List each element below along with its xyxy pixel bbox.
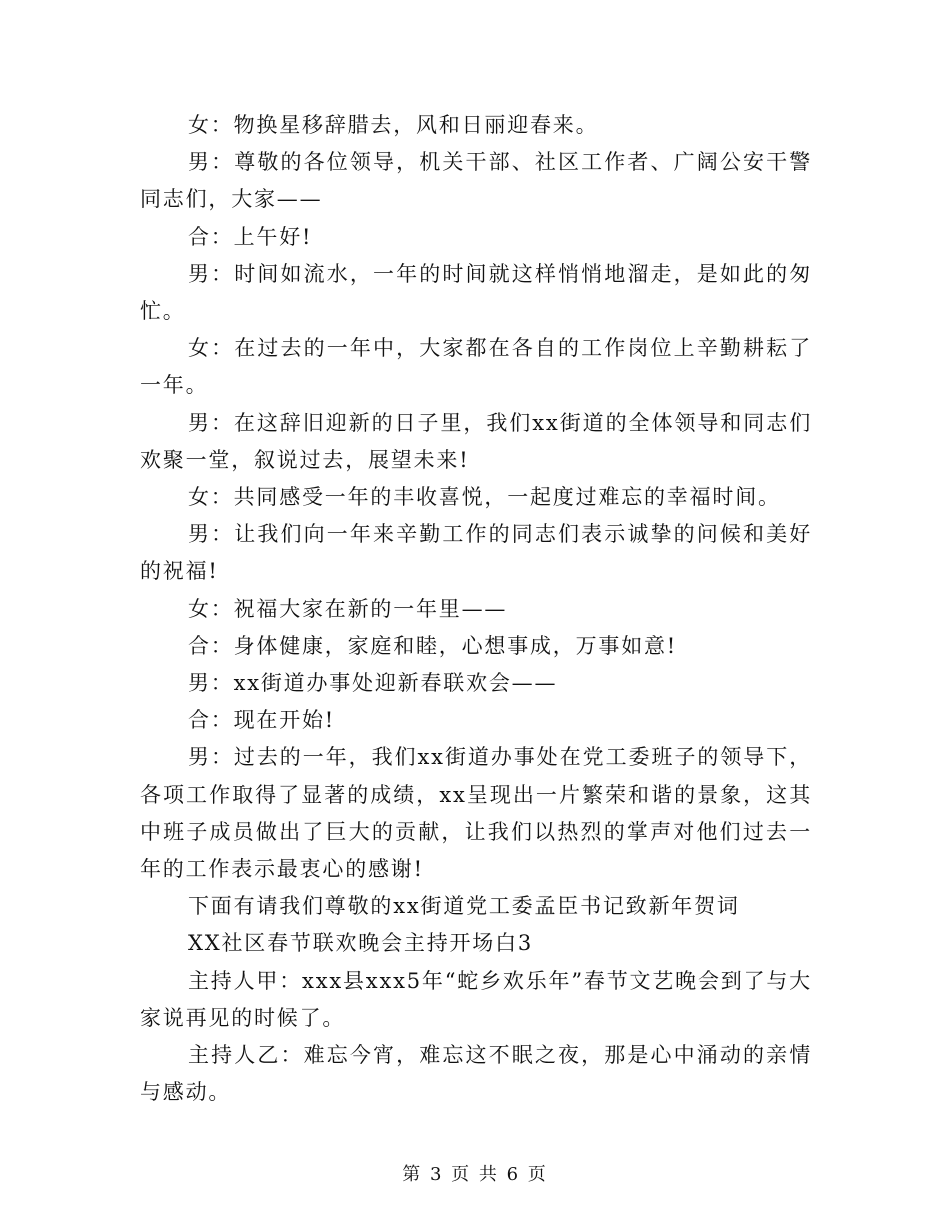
paragraph: 合：现在开始! (188, 708, 336, 733)
paragraph: 男：时间如流水，一年的时间就这样悄悄地溜走，是如此的匆忙。 (140, 261, 812, 324)
paragraph: 合：身体健康，家庭和睦，心想事成，万事如意! (188, 633, 678, 658)
document-body (140, 107, 812, 1111)
paragraph: 合：上午好! (188, 224, 313, 249)
paragraph: 男：过去的一年，我们xx街道办事处在党工委班子的领导下，各项工作取得了显著的成绩，xx呈现出一片繁荣和谐的景象，这其中班子成员做出了巨大的贡献，让我们以热烈的掌声对他们过去一年的工作表示最衷心的感谢! (140, 745, 812, 882)
paragraph: 女：共同感受一年的丰收喜悦，一起度过难忘的幸福时间。 (188, 485, 781, 510)
paragraph: 男：让我们向一年来辛勤工作的同志们表示诚挚的问候和美好的祝福! (140, 522, 812, 584)
paragraph: 主持人乙：难忘今宵，难忘这不眠之夜，那是心中涌动的亲情与感动。 (140, 1043, 812, 1105)
paragraph: 男：xx街道办事处迎新春联欢会—— (188, 671, 558, 696)
section-heading: XX社区春节联欢晚会主持开场白3 (188, 931, 534, 956)
paragraph: 主持人甲：xxx县xxx5年“蛇乡欢乐年”春节文艺晚会到了与大家说再见的时候了。 (140, 968, 812, 1030)
paragraph: 男：尊敬的各位领导，机关干部、社区工作者、广阔公安干警同志们，大家—— (140, 150, 812, 212)
paragraph: 女：在过去的一年中，大家都在各自的工作岗位上辛勤耕耘了一年。 (140, 336, 812, 398)
paragraph: 下面有请我们尊敬的xx街道党工委孟臣书记致新年贺词 (188, 894, 740, 919)
page-number-footer: 第 3 页 共 6 页 (402, 1164, 548, 1185)
paragraph: 女：祝福大家在新的一年里—— (188, 596, 508, 621)
paragraph: 女：物换星移辞腊去，风和日丽迎春来。 (188, 113, 599, 137)
paragraph: 男：在这辞旧迎新的日子里，我们xx街道的全体领导和同志们欢聚一堂，叙说过去，展望未来! (140, 410, 812, 472)
